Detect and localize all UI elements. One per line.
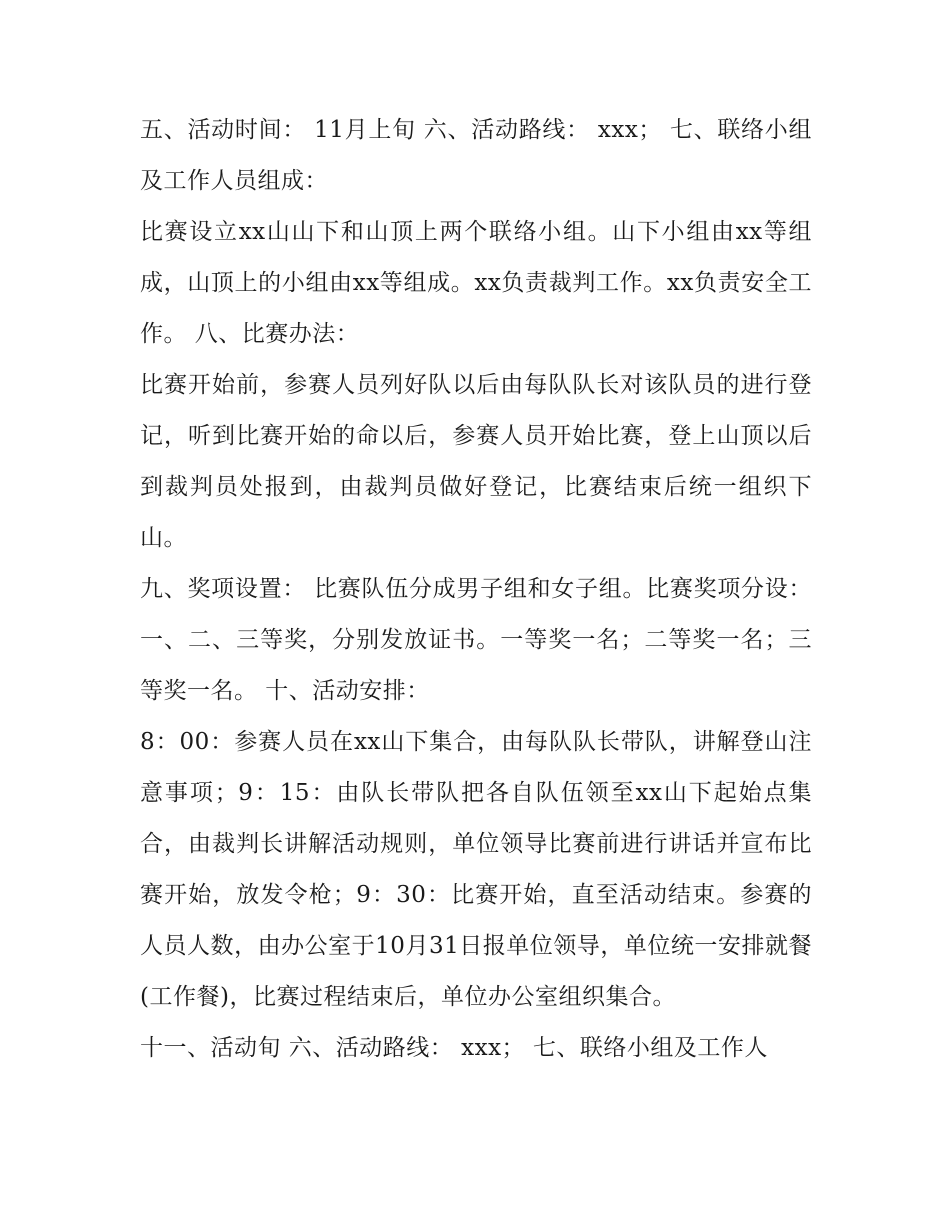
document-body [140,105,812,1074]
paragraph-awards: 九、奖项设置： 比赛队伍分成男子组和女子组。比赛奖项分设：一、二、三等奖，分别发放证书。一等奖一名；二等奖一名；三等奖一名。 十、活动安排： [140,576,812,704]
paragraph-time-route: 五、活动时间： 11月上旬 六、活动路线： xxx； 七、联络小组及工作人员组成： [140,117,812,194]
paragraph-liaison-groups: 比赛设立xx山山下和山顶上两个联络小组。山下小组由xx等组成，山顶上的小组由xx等组成。xx负责裁判工作。xx负责安全工作。 八、比赛办法： [140,219,812,347]
paragraph-schedule: 8：00：参赛人员在xx山下集合，由每队队长带队，讲解登山注意事项；9：15：由队长带队把各自队伍领至xx山下起始点集合，由裁判长讲解活动规则，单位领导比赛前进行讲话并宣布比赛开始，放发令枪；9：30：比赛开始，直至活动结束。参赛的人员人数，由办公室于10月31日报单位领导，单位统一安排就餐(工作餐)，比赛过程结束后，单位办公室组织集合。 [140,729,812,1010]
paragraph-competition-method: 比赛开始前，参赛人员列好队以后由每队队长对该队员的进行登记，听到比赛开始的命以后，参赛人员开始比赛，登上山顶以后到裁判员处报到，由裁判员做好登记，比赛结束后统一组织下山。 [140,372,812,551]
paragraph-continued: 十一、活动旬 六、活动路线： xxx； 七、联络小组及工作人 [140,1035,768,1061]
